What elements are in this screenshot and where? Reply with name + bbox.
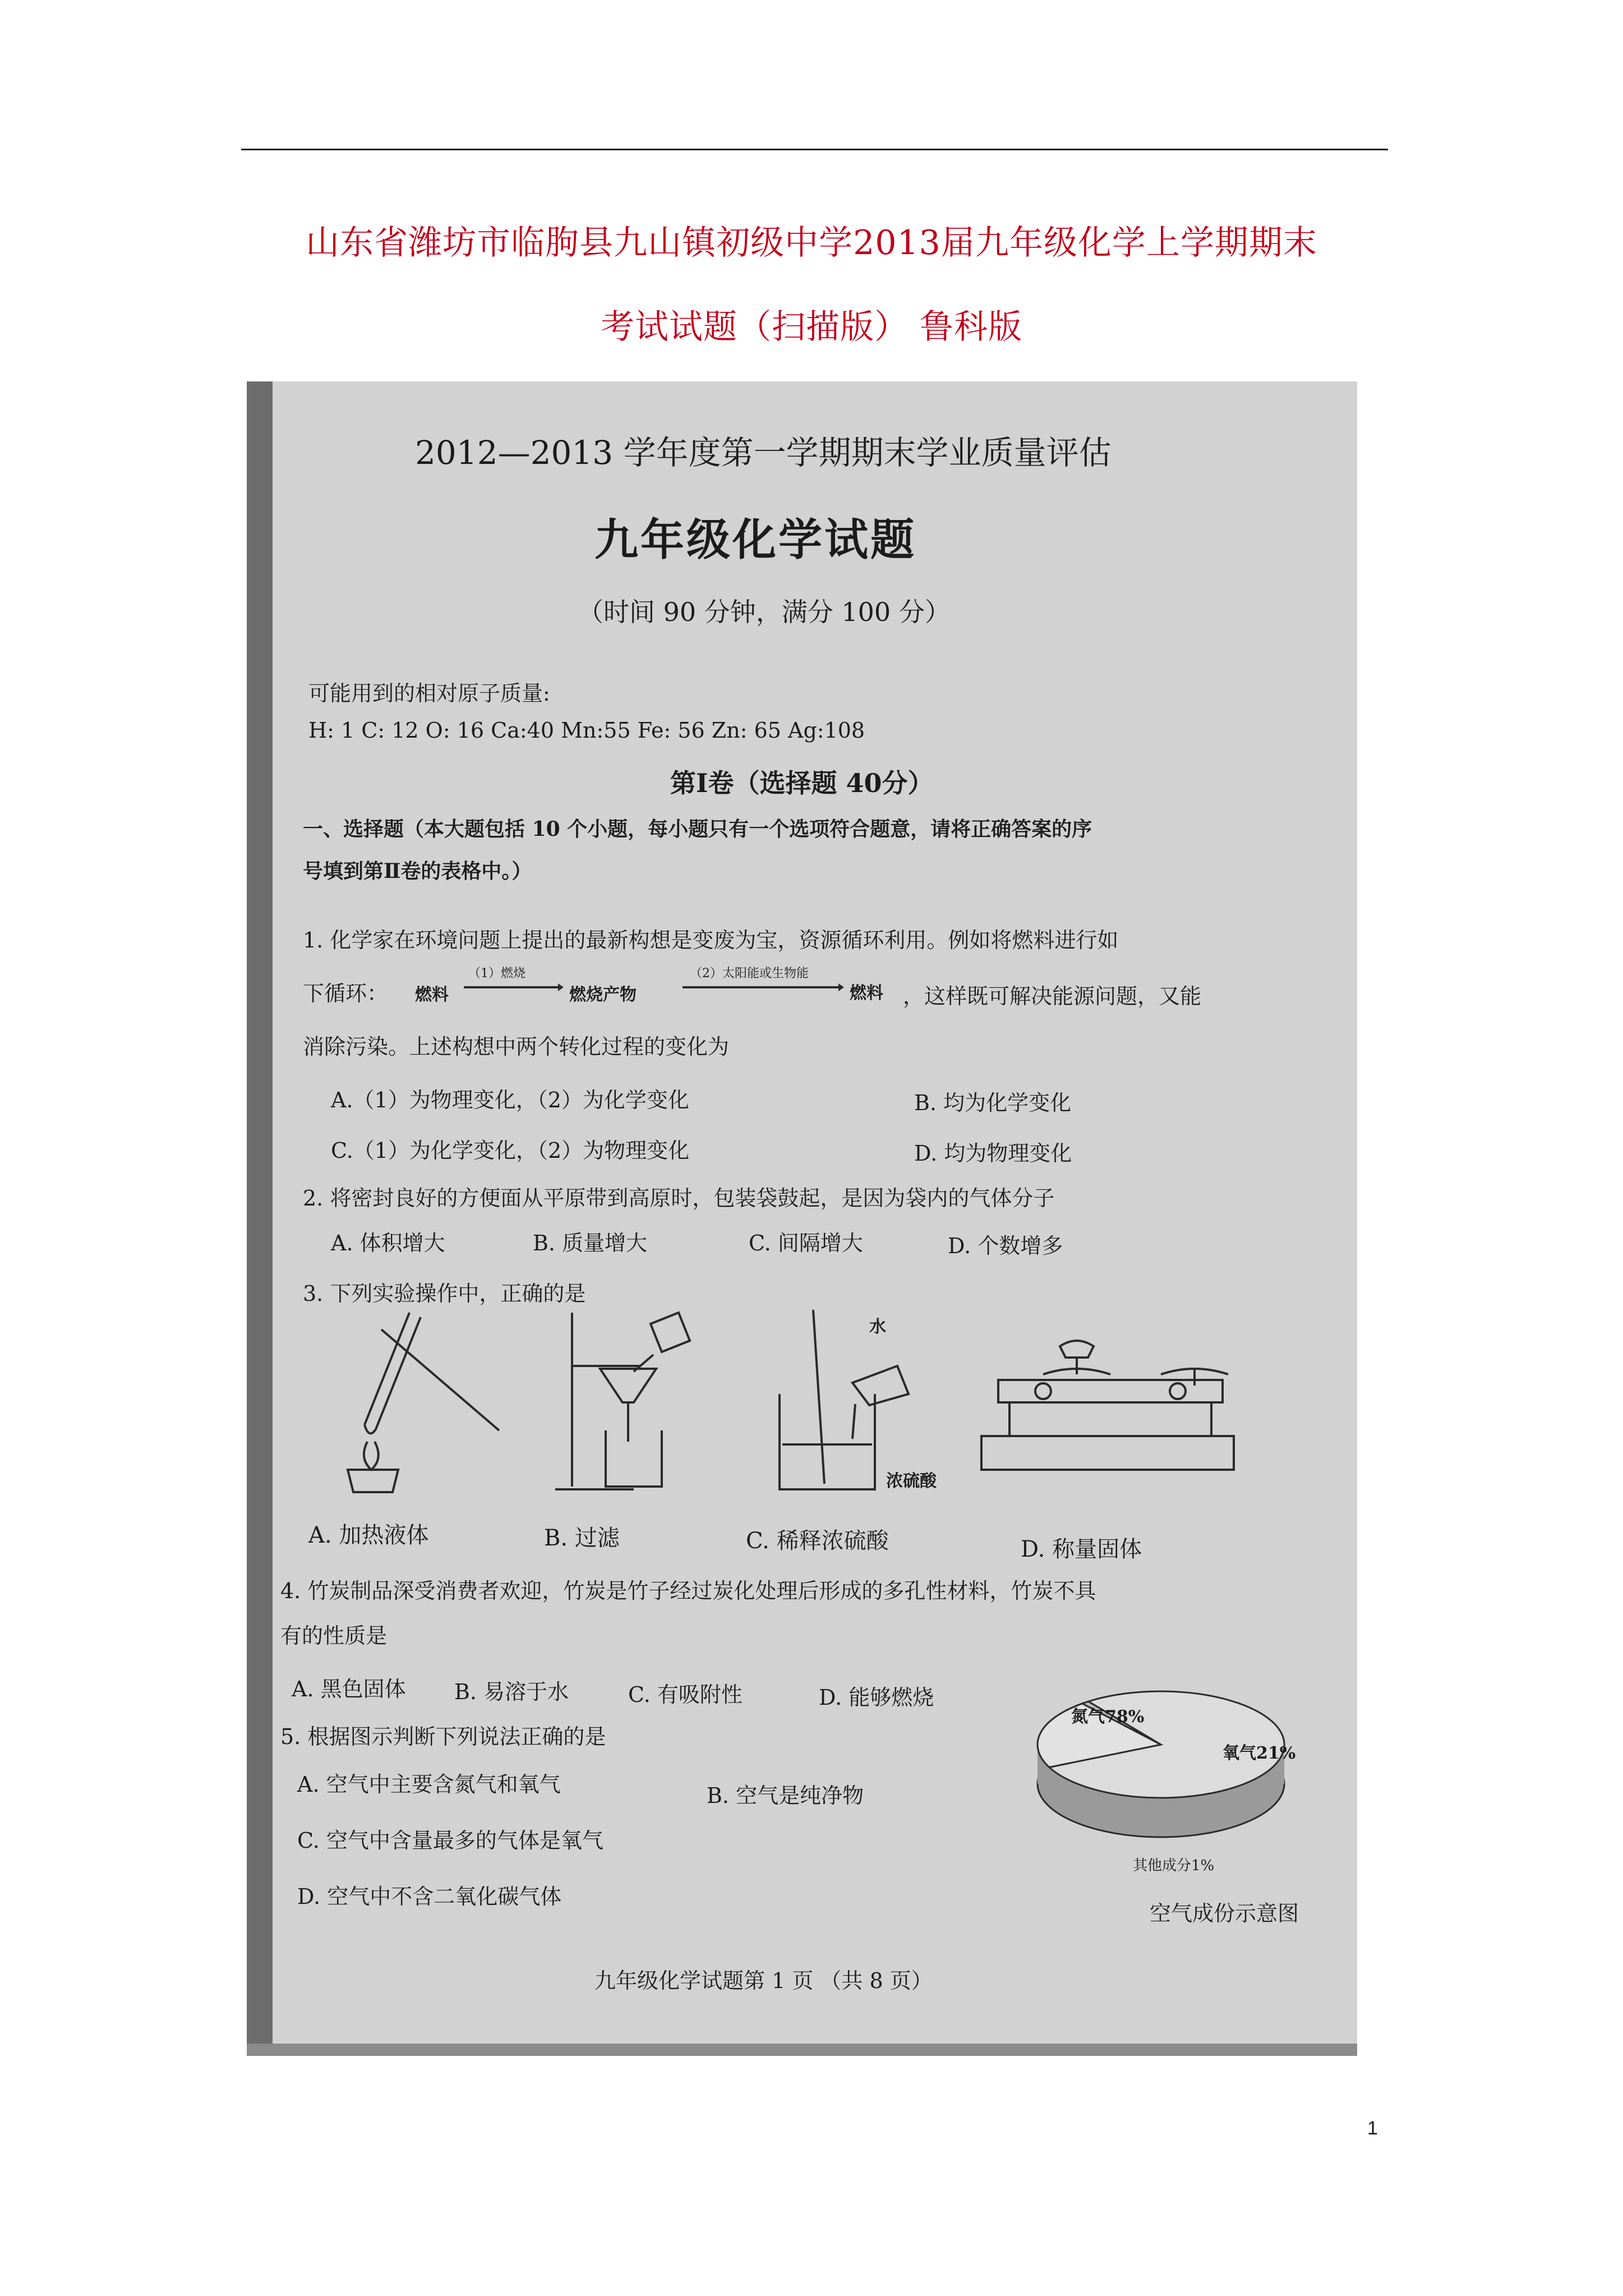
exam-time-note: （时间 90 分钟，满分 100 分） bbox=[578, 597, 951, 627]
q1-stem-line-2-suffix: ，这样既可解决能源问题，又能 bbox=[903, 984, 1202, 1009]
document-title-line-1: 山东省潍坊市临朐县九山镇初级中学2013届九年级化学上学期期末 bbox=[306, 223, 1317, 263]
q4-option-d: D. 能够燃烧 bbox=[819, 1685, 934, 1710]
q1-flow-step1-label: （1）燃烧 bbox=[468, 967, 525, 981]
exam-title: 九年级化学试题 bbox=[594, 514, 917, 565]
water-label: 水 bbox=[869, 1317, 886, 1337]
q3-option-d: D. 称量固体 bbox=[1021, 1536, 1142, 1562]
assessment-title: 2012—2013 学年度第一学期期末学业质量评估 bbox=[415, 434, 1112, 472]
q5-stem: 5. 根据图示判断下列说法正确的是 bbox=[280, 1724, 606, 1749]
section-intro-line-1: 一、选择题（本大题包括 10 个小题，每小题只有一个选项符合题意，请将正确答案的序 bbox=[303, 817, 1092, 841]
q1-option-b: B. 均为化学变化 bbox=[914, 1091, 1072, 1115]
conc-acid-label: 浓硫酸 bbox=[886, 1471, 937, 1491]
q1-stem-line-2-prefix: 下循环： bbox=[303, 981, 389, 1006]
q1-option-c: C.（1）为化学变化，（2）为物理变化 bbox=[331, 1138, 690, 1163]
scan-shadow-left bbox=[247, 381, 273, 2056]
q4-stem-line-1: 4. 竹炭制品深受消费者欢迎，竹炭是竹子经过炭化处理后形成的多孔性材料，竹炭不具 bbox=[280, 1579, 1096, 1603]
q1-flow-step2-label: （2）太阳能或生物能 bbox=[690, 967, 809, 981]
q3-option-b: B. 过滤 bbox=[544, 1525, 620, 1551]
pie-label-oxygen: 氧气21% bbox=[1223, 1743, 1296, 1763]
q5-option-c: C. 空气中含量最多的气体是氧气 bbox=[297, 1828, 603, 1853]
balance-illustration bbox=[976, 1335, 1239, 1481]
section-intro-line-2: 号填到第Ⅱ卷的表格中。） bbox=[303, 859, 532, 883]
scan-footer: 九年级化学试题第 1 页 （共 8 页） bbox=[594, 1968, 933, 1993]
atomic-mass-values: H: 1 C: 12 O: 16 Ca:40 Mn:55 Fe: 56 Zn: 65 Ag:108 bbox=[308, 718, 865, 743]
header-rule bbox=[241, 149, 1388, 150]
q5-option-d: D. 空气中不含二氧化碳气体 bbox=[297, 1884, 562, 1909]
document-title-line-2: 考试试题（扫描版） 鲁科版 bbox=[600, 307, 1023, 347]
q1-arrow-2 bbox=[681, 981, 844, 994]
q3-stem: 3. 下列实验操作中，正确的是 bbox=[303, 1281, 586, 1306]
atomic-mass-label: 可能用到的相对原子质量: bbox=[308, 681, 550, 706]
q4-option-c: C. 有吸附性 bbox=[628, 1682, 743, 1707]
heating-liquid-illustration bbox=[342, 1301, 510, 1503]
filtration-illustration bbox=[550, 1301, 695, 1503]
q2-option-d: D. 个数增多 bbox=[948, 1234, 1063, 1258]
q1-option-d: D. 均为物理变化 bbox=[914, 1141, 1072, 1166]
q1-option-a: A.（1）为物理变化，（2）为化学变化 bbox=[331, 1088, 689, 1112]
q5-option-a: A. 空气中主要含氮气和氧气 bbox=[297, 1772, 561, 1797]
q1-arrow-1 bbox=[463, 981, 564, 994]
q3-option-c: C. 稀释浓硫酸 bbox=[746, 1528, 889, 1554]
q2-option-c: C. 间隔增大 bbox=[749, 1231, 863, 1255]
page-number: 1 bbox=[1367, 2118, 1378, 2139]
q3-option-a: A. 加热液体 bbox=[308, 1522, 429, 1548]
pie-caption: 空气成份示意图 bbox=[1150, 1901, 1299, 1926]
q1-flow-fuel: 燃料 bbox=[415, 985, 449, 1005]
q1-stem-line-1: 1. 化学家在环境问题上提出的最新构想是变废为宝，资源循环利用。例如将燃料进行如 bbox=[303, 928, 1119, 953]
q1-flow-fuel-2: 燃料 bbox=[850, 983, 883, 1003]
q4-option-a: A. 黑色固体 bbox=[292, 1677, 406, 1701]
section-title: 第Ⅰ卷（选择题 40分） bbox=[670, 768, 934, 798]
q1-stem-line-3: 消除污染。上述构想中两个转化过程的变化为 bbox=[303, 1034, 730, 1059]
pie-label-nitrogen: 氮气78% bbox=[1071, 1707, 1145, 1727]
q2-option-a: A. 体积增大 bbox=[331, 1231, 445, 1255]
q2-option-b: B. 质量增大 bbox=[533, 1231, 648, 1255]
q4-option-b: B. 易溶于水 bbox=[454, 1680, 569, 1704]
scan-shadow-bottom bbox=[247, 2044, 1357, 2056]
pie-label-other: 其他成分1% bbox=[1133, 1857, 1215, 1874]
q2-stem: 2. 将密封良好的方便面从平原带到高原时，包装袋鼓起，是因为袋内的气体分子 bbox=[303, 1186, 1055, 1211]
q4-stem-line-2: 有的性质是 bbox=[280, 1623, 388, 1648]
q5-option-b: B. 空气是纯净物 bbox=[707, 1783, 864, 1808]
q1-flow-product: 燃烧产物 bbox=[569, 985, 637, 1005]
scanned-exam-image bbox=[247, 381, 1357, 2056]
